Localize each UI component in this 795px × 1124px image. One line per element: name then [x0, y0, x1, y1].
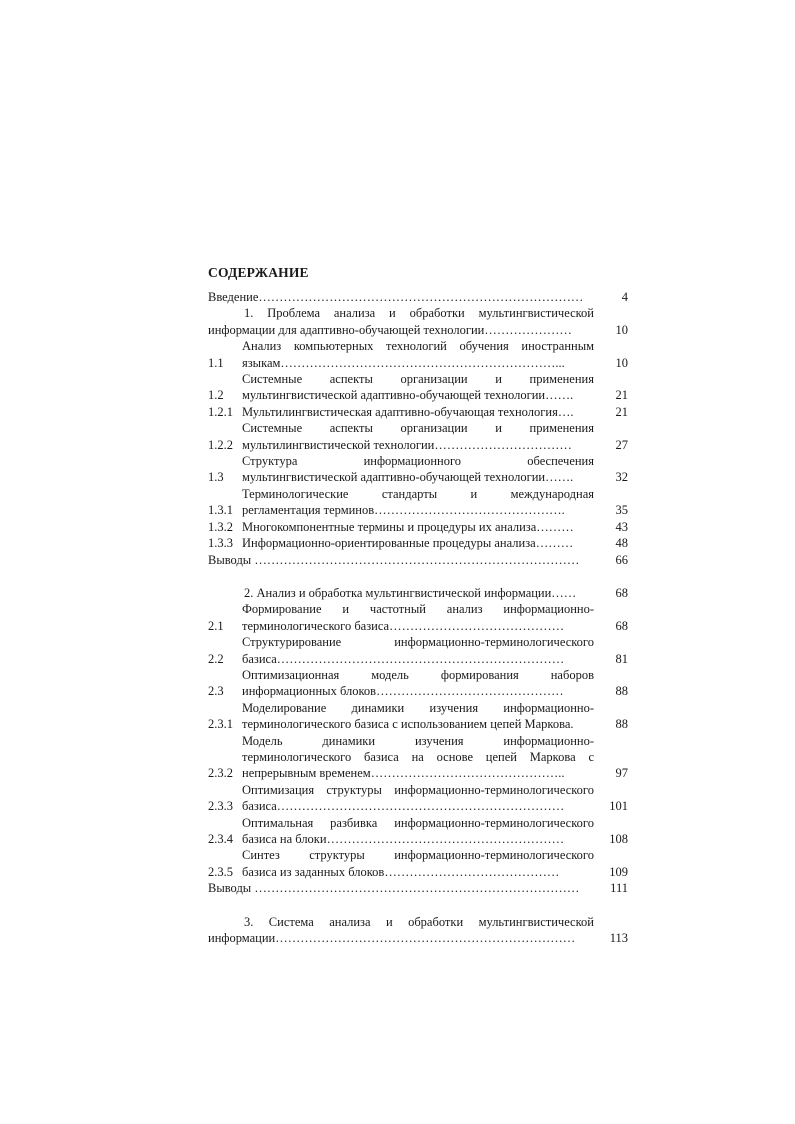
toc-entry-line: информации……………………………………………………………… [208, 931, 576, 946]
toc-entry-title [242, 453, 594, 486]
toc-entry-title [242, 634, 594, 667]
toc-entry-title [242, 601, 594, 634]
toc-entry-title [242, 667, 594, 700]
toc-entry-page: 113 [609, 931, 628, 946]
toc-entry-line: базиса…………………………………………………………… [242, 651, 565, 666]
toc-entry [208, 338, 628, 371]
toc-entry-page: 10 [615, 355, 628, 370]
toc-entry [208, 634, 628, 667]
toc-entry [208, 914, 628, 947]
toc-entry-line: Многокомпонентные термины и процедуры их анализа……… [242, 519, 574, 534]
toc-entry-line: Введение…………………………………………………………………… [208, 290, 584, 304]
toc-entry-line: Модель динамики изучения информационно- [242, 733, 594, 748]
toc-entry-title [242, 420, 594, 453]
toc-entry [208, 453, 628, 486]
toc-entry-title [242, 700, 594, 733]
toc-entry-line: Анализ компьютерных технологий обучения иностранным [242, 339, 594, 354]
toc-entry-title [208, 585, 594, 601]
toc-entry-page: 27 [615, 437, 628, 452]
toc-entry-page: 48 [615, 536, 628, 551]
toc-entry-number: 1.3.2 [208, 519, 233, 534]
toc-entry-title [242, 535, 594, 551]
toc-entry-page: 88 [615, 684, 628, 699]
toc-entry-line: терминологического базиса с использованием цепей Маркова. [242, 717, 574, 732]
toc-entry-number: 1.3.1 [208, 503, 233, 518]
toc-entry-number: 2.3.3 [208, 799, 233, 814]
toc-entry [208, 667, 628, 700]
toc-entry [208, 404, 628, 420]
toc-entry-line: языкам…………………………………………………………... [242, 355, 565, 370]
toc-entry-line: 3. Система анализа и обработки мультингвистической [244, 914, 594, 929]
toc-entry-page: 111 [610, 881, 628, 896]
toc-entry-page: 32 [615, 470, 628, 485]
toc-entry-title [242, 338, 594, 371]
toc-entry-page: 10 [615, 322, 628, 337]
toc-entry-line: Моделирование динамики изучения информационно- [242, 700, 594, 715]
toc-entry-number: 2.2 [208, 651, 224, 666]
toc-entry-page: 66 [615, 552, 628, 567]
toc-entry [208, 815, 628, 848]
toc-entry-title [208, 305, 594, 338]
toc-entry-page: 97 [615, 766, 628, 781]
toc-entry-line: Оптимизационная модель формирования наборов [242, 667, 594, 682]
toc-entry-line: Выводы …………………………………………………………………… [208, 552, 580, 567]
toc-entry-line: Мультилингвистическая адаптивно-обучающая технология…. [242, 404, 574, 419]
toc-entry-line: терминологического базиса на основе цепей Маркова с [242, 749, 594, 764]
toc-entry-number: 1.2 [208, 388, 224, 403]
toc-entry-page: 35 [615, 503, 628, 518]
toc-entry-line: базиса на блоки………………………………………………… [242, 832, 565, 846]
toc-entry [208, 371, 628, 404]
toc-entry-page: 21 [615, 404, 628, 419]
toc-entry-line: информации для адаптивно-обучающей технологии………………… [208, 322, 572, 337]
toc-entry [208, 880, 628, 896]
toc-entry [208, 420, 628, 453]
toc-entry-line: мультингвистической адаптивно-обучающей технологии……. [242, 388, 574, 403]
toc-entry-title [242, 371, 594, 404]
toc-entry-line: базиса из заданных блоков…………………………………… [242, 864, 560, 879]
toc-entry-page: 68 [615, 585, 628, 600]
toc-entry-line: мультингвистической адаптивно-обучающей технологии……. [242, 470, 574, 485]
toc-entry-page: 21 [615, 388, 628, 403]
toc-entry-line: Терминологические стандарты и международная [242, 486, 594, 501]
toc-entry-line: Системные аспекты организации и применения [242, 372, 594, 387]
toc-entry-title [242, 847, 594, 880]
toc-entry-page: 68 [615, 618, 628, 633]
toc-entry-line: Информационно-ориентированные процедуры анализа……… [242, 536, 574, 551]
table-of-contents [208, 289, 628, 946]
toc-entry [208, 585, 628, 601]
toc-entry [208, 289, 628, 305]
toc-entry [208, 552, 628, 568]
toc-entry-line: непрерывным временем……………………………………….. [242, 766, 565, 781]
toc-entry-line: 2. Анализ и обработка мультингвистической информации…… [244, 585, 577, 600]
toc-entry [208, 847, 628, 880]
toc-entry [208, 305, 628, 338]
section-spacer [208, 897, 628, 914]
toc-entry-line: терминологического базиса…………………………………… [242, 618, 565, 633]
toc-entry-title [242, 782, 594, 815]
toc-entry-line: Системные аспекты организации и применения [242, 421, 594, 436]
toc-entry-page: 101 [609, 799, 628, 814]
toc-entry-title [242, 815, 594, 848]
toc-entry-line: мультилингвистической технологии…………………………… [242, 437, 572, 452]
toc-entry-number: 1.1 [208, 355, 224, 370]
toc-entry [208, 733, 628, 782]
toc-entry-title [208, 914, 594, 947]
toc-entry-line: Формирование и частотный анализ информационно- [242, 602, 594, 617]
toc-entry-number: 1.2.2 [208, 437, 233, 452]
toc-entry-page: 109 [609, 864, 628, 879]
toc-entry-number: 2.3.4 [208, 832, 233, 846]
toc-entry [208, 535, 628, 551]
toc-entry-title [208, 880, 594, 896]
toc-entry-number: 2.3 [208, 684, 224, 699]
toc-entry-page: 81 [615, 651, 628, 666]
toc-entry-line: Структура информационного обеспечения [242, 454, 594, 469]
toc-entry [208, 519, 628, 535]
toc-entry-number: 1.3 [208, 470, 224, 485]
toc-entry-page: 4 [621, 290, 628, 304]
toc-entry-line: 1. Проблема анализа и обработки мультингвистической [244, 306, 594, 321]
toc-entry-number: 1.2.1 [208, 404, 233, 419]
toc-entry-line: Оптимизация структуры информационно-терминологического [242, 782, 594, 797]
toc-entry-page: 88 [615, 717, 628, 732]
toc-entry-title [242, 486, 594, 519]
toc-entry-line: Оптимальная разбивка информационно-терминологического [242, 815, 594, 830]
toc-entry-line: Синтез структуры информационно-терминологического [242, 848, 594, 863]
toc-entry-line: Структурирование информационно-терминологического [242, 635, 594, 650]
toc-entry-line: Выводы …………………………………………………………………… [208, 881, 580, 896]
section-spacer [208, 568, 628, 585]
toc-entry-title [242, 519, 594, 535]
toc-entry-number: 2.3.1 [208, 717, 233, 732]
toc-entry-title [242, 733, 594, 782]
toc-entry [208, 700, 628, 733]
toc-entry-page: 108 [609, 832, 628, 846]
toc-entry-number: 1.3.3 [208, 536, 233, 551]
toc-entry [208, 601, 628, 634]
toc-entry-number: 2.3.5 [208, 864, 233, 879]
toc-entry-page: 43 [615, 519, 628, 534]
toc-entry-title [242, 404, 594, 420]
toc-entry-line: информационных блоков……………………………………… [242, 684, 564, 699]
toc-entry-line: регламентация терминов………………………………………. [242, 503, 565, 518]
toc-entry-line: базиса…………………………………………………………… [242, 799, 565, 814]
toc-entry-number: 2.3.2 [208, 766, 233, 781]
toc-entry-title [208, 289, 594, 305]
toc-entry-title [208, 552, 594, 568]
toc-entry [208, 486, 628, 519]
page-title: СОДЕРЖАНИЕ [208, 265, 309, 280]
toc-entry-number: 2.1 [208, 618, 224, 633]
toc-entry [208, 782, 628, 815]
